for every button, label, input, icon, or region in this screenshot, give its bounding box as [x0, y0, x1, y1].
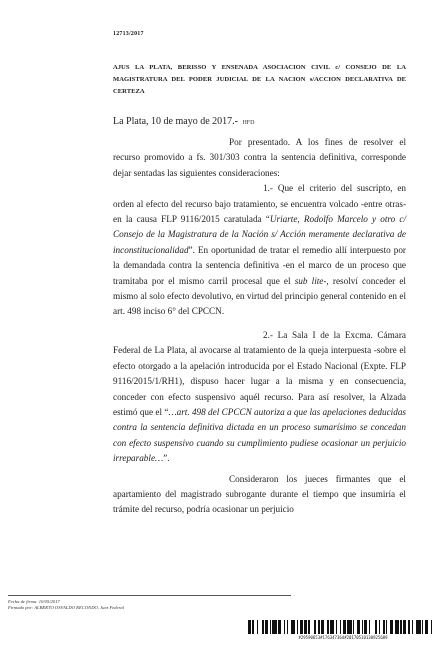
initials: HFD [242, 120, 255, 126]
barcode [248, 620, 434, 634]
p2-text-e: -, resolví conceder el mismo al solo efecto devolutivo, en virtud del principio general contenido en el art. 498 inciso 6° del CPCCN. [113, 275, 406, 317]
p2-case-title: Uriarte, Rodolfo Marcelo y otro c/ Consejo de la Magistratura de la Nación s/ Acción meramente declarativa de inconstitucionalidad [113, 214, 407, 255]
paragraph-2 [113, 181, 406, 320]
p3-text-a: 2.- La Sala I de la Excma. Cámara Federal de La Plata, al avocarse al tratamiento de la queja interpuesta -sobre el efecto otorgado a la apelación introducida por el Estado Nacional (Expte. FLP 9116/2015/1/RH1), dispuso hacer lugar a la misma y en consecuencia, conceder con efecto suspensivo aquél recurso. Para así resolver, la Alzada estimó que el “ [113, 329, 406, 417]
case-caption: AJUS LA PLATA, BERISSO Y ENSENADA ASOCIACION CIVIL c/ CONSEJO DE LA MAGISTRATURA DEL PODER JUDICIAL DE LA NACION s/ACCION DECLARATIVA DE CERTEZA [113, 64, 406, 95]
signature-footer [8, 599, 124, 611]
p3-text-c: ”. [163, 453, 170, 464]
paragraph-1: Por presentado. A los fines de resolver el recurso promovido a fs. 301/303 contra la sentencia definitiva, corresponde dejar sentadas las siguientes consideraciones: [113, 137, 406, 178]
date-line [113, 116, 254, 127]
p2-text-a: 1.- Que el criterio del suscripto, en orden al efecto del recurso bajo tratamiento, se encuentra volcado -entre otras- en la causa FLP 9116/2015 caratulada “ [113, 183, 406, 225]
case-number: 12713/2017 [113, 31, 144, 37]
p2-sub-lite: sub lite [294, 275, 324, 286]
paragraph-4: Consideraron los jueces firmantes que el apartamiento del magistrado subrogante durante el tiempo que insumiría el trámite del recurso, podría ocasionar un perjuicio [113, 473, 406, 515]
p2-text-c: ”. En oportunidad de tratar el remedio allí interpuesto por la demandada contra la sentencia definitiva -en el marco de un proceso que tramitaba por el mismo carril procesal que el [113, 244, 406, 286]
signature-date: Fecha de firma: 10/05/2017 [8, 599, 60, 604]
signature-signer: Firmado por: ALBERTO OSVALDO RECONDO, Juez Federal [8, 605, 124, 611]
barcode-number: #29590653#176347364#20170510130925609 [298, 635, 388, 640]
document-body [113, 135, 406, 518]
paragraph-3 [113, 328, 406, 467]
p3-quote: …art. 498 del CPCCN autoriza a que las apelaciones deducidas contra la sentencia definitiva dictada en un proceso sumarísimo se concedan con efecto suspensivo cuando su cumplimiento pudiese ocasionar un perjuicio irreparable… [113, 406, 406, 464]
date-text: La Plata, 10 de mayo de 2017.- [113, 116, 238, 127]
footer-divider [8, 595, 291, 596]
